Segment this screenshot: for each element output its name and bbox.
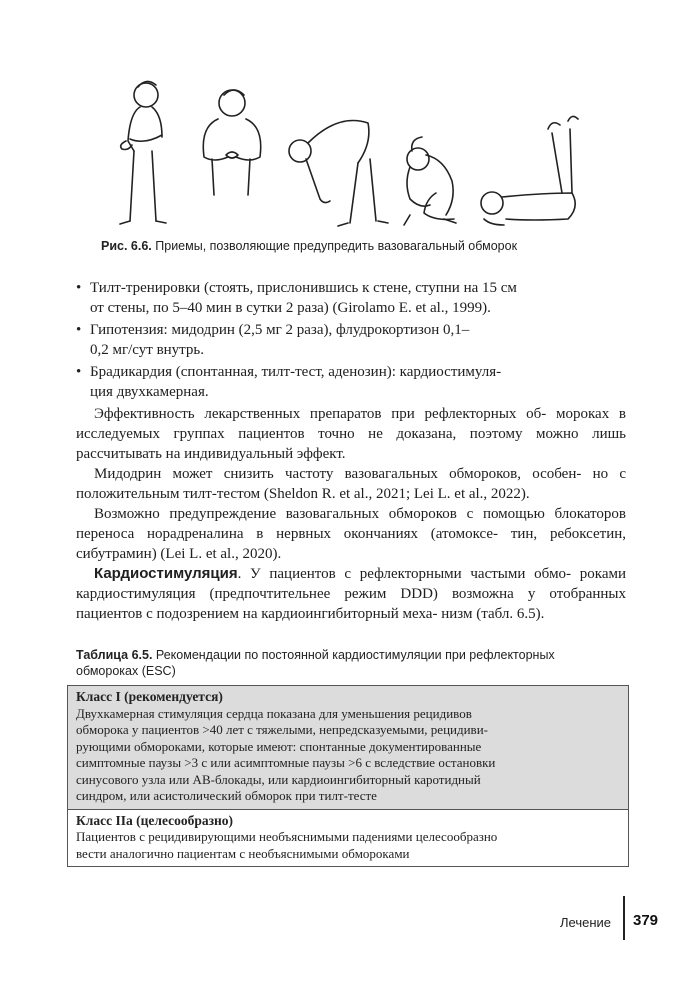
paragraph-efficacy [76, 404, 626, 464]
list-item [76, 362, 626, 402]
table-caption [76, 647, 626, 679]
text-line: мороках в исследуемых группах пациентов точно не доказана, поэтому [76, 406, 627, 442]
bullet-line: ция двухкамерная. [90, 384, 209, 400]
figure-caption-label: Рис. 6.6. [101, 239, 152, 253]
text-line: тин, ребоксетин, сибутрамин) (Lei L. et al., 2020). [76, 526, 627, 562]
figure-bending-forward [289, 121, 388, 227]
text-line: Возможно предупреждение вазовагальных обмороков с помощью [94, 506, 545, 522]
run-in-heading: Кардиостимуляция [94, 565, 238, 582]
figure-caption [101, 239, 621, 253]
text-line: Мидодрин может снизить частоту вазовагальных обмороков, особен- [94, 466, 582, 482]
table-caption-line: Рекомендации по постоянной кардиостимуляции при рефлекторных [155, 648, 555, 662]
table-cell-line: Двухкамерная стимуляция сердца показана для уменьшения рецидивов [76, 705, 472, 721]
table-cell-line: обморока у пациентов >40 лет с тяжелыми, непредсказуемыми, рецидиви- [76, 722, 488, 737]
table-cell-line: симптомные паузы >3 с или асимптомные паузы >6 с вследствие остановки [76, 755, 496, 770]
main-text [76, 278, 626, 624]
paragraph-pacing [76, 564, 626, 624]
text-line: блокаторов переноса норадреналина в нервных окончаниях (атомоксе- [76, 506, 626, 542]
paragraph-midodrine [76, 464, 626, 504]
class-label: Класс I (рекомендуется) [76, 689, 223, 704]
figure-standing-arms-crossed [120, 81, 166, 224]
recommendations-table [67, 685, 629, 867]
text-line: низм (табл. 6.5). [441, 606, 545, 622]
text-line: можно лишь рассчитывать на индивидуальный эффект. [76, 426, 626, 462]
figure-hands-clasped [203, 90, 260, 195]
bullet-line: Брадикардия (спонтанная, тилт-тест, аденозин): кардиостимуля- [90, 364, 502, 380]
table-caption-line: обмороках (ESC) [76, 664, 176, 678]
bullet-line: 0,2 мг/сут внутрь. [90, 342, 205, 358]
text-line: но с положительным тилт-тестом (Sheldon R. et al., 2021; Lei L. et al., 2022). [76, 466, 627, 502]
table-cell-line: синдром, или асистолический обморок при тилт-тесте [76, 788, 377, 803]
figure-legs-raised [481, 116, 578, 225]
running-footer-section: Лечение [560, 915, 612, 930]
paragraph-norepinephrine [76, 504, 626, 564]
list-item [76, 278, 626, 318]
table-cell-line: Пациентов с рецидивирующими необъяснимыми падениями целесообразно [76, 829, 498, 844]
table-row [68, 810, 628, 867]
footer-divider [623, 896, 625, 940]
bullet-line: от стены, по 5–40 мин в сутки 2 раза) (Girolamo E. et al., 1999). [90, 300, 491, 316]
text-line: роками кардиостимуляция (предпочтительнее режим DDD) возможна [76, 566, 627, 602]
text-line: Эффективность лекарственных препаратов при рефлекторных об- [94, 406, 547, 422]
list-item [76, 320, 626, 360]
maneuver-figures [100, 55, 600, 235]
table-row [68, 686, 628, 810]
bullet-line: Гипотензия: мидодрин (2,5 мг 2 раза), флудрокортизон 0,1– [90, 322, 470, 338]
class-label: Класс IIa (целесообразно) [76, 812, 234, 828]
figure-squatting [404, 137, 456, 225]
table-cell-line: синусового узла или АВ-блокады, или кардиоингибиторный каротидный [76, 771, 481, 787]
table-cell-line: вести аналогично пациентам с необъяснимыми обмороками [76, 845, 410, 861]
text-line: у отобранных пациентов с подозрением на кардиоингибиторный меха- [76, 586, 626, 622]
bullet-line: Тилт-тренировки (стоять, прислонившись к стене, ступни на 15 см [90, 280, 517, 296]
table-cell-line: рующими обмороками, которые имеют: спонтанные документированные [76, 738, 482, 754]
page-number: 379 [633, 912, 659, 929]
table-caption-label: Таблица 6.5. [76, 648, 153, 662]
bullet-list [76, 278, 626, 402]
text-line: . У пациентов с рефлекторными частыми обмо- [237, 566, 572, 582]
figure-caption-text: Приемы, позволяющие предупредить вазовагальный обморок [155, 239, 518, 253]
exercise-illustration [100, 55, 600, 235]
